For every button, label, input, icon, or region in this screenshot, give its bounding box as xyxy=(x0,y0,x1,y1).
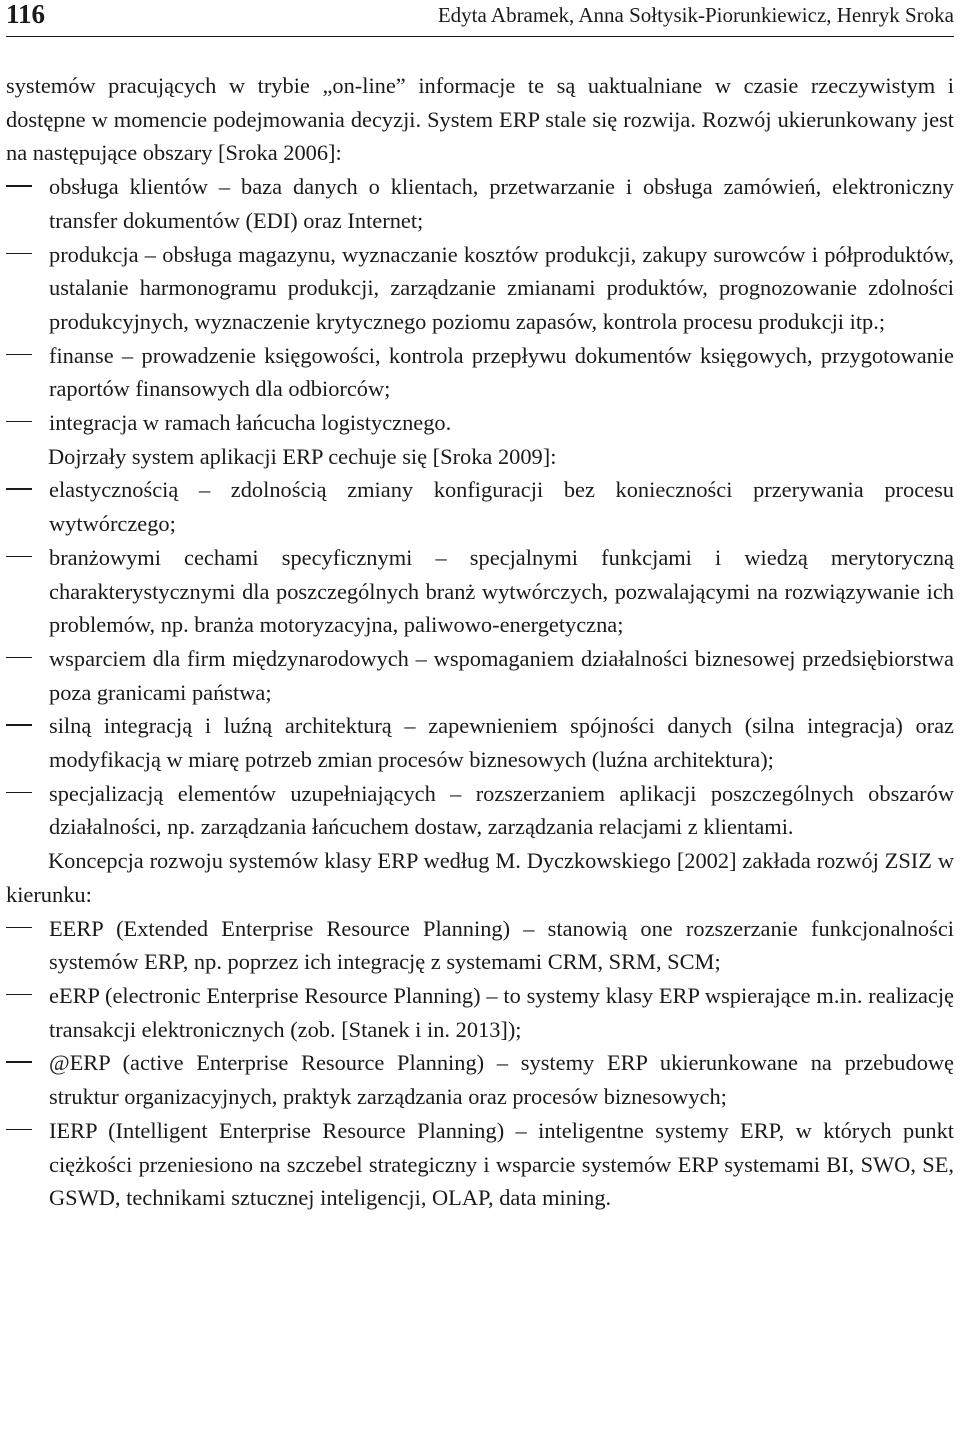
mature-system-features-list xyxy=(6,473,954,844)
running-head-authors: Edyta Abramek, Anna Sołtysik-Piorunkiewicz, Henryk Sroka xyxy=(437,3,954,27)
list-item xyxy=(6,339,954,406)
list-item xyxy=(6,912,954,979)
list-item xyxy=(6,541,954,642)
list-item-text: specjalizacją elementów uzupełniających – rozszerzaniem aplikacji poszczególnych obszarów działalności, np. zarządzania łańcuchem dostaw, zarządzania relacjami z klientami. xyxy=(49,780,954,840)
page-number: 116 xyxy=(6,0,46,29)
list-item xyxy=(6,642,954,709)
page-body xyxy=(6,69,954,1215)
dash-bullet xyxy=(6,1061,32,1062)
erp-directions-list xyxy=(6,912,954,1215)
dash-bullet xyxy=(6,994,32,995)
list-item-text: produkcja – obsługa magazynu, wyznaczanie kosztów produkcji, zakupy surowców i półproduktów, ustalanie harmonogramu produkcji, zarządzanie zmianami produktów, prognozowanie zdolności produkcyjnych, wyznaczenie krytycznego poziomu zapasów, kontrola procesu produkcji itp.; xyxy=(49,241,954,334)
list-item-text: eERP (electronic Enterprise Resource Planning) – to systemy klasy ERP wspierające m.in. realizację transakcji elektronicznych (zob. [Stanek i in. 2013]); xyxy=(49,982,954,1042)
dash-bullet xyxy=(6,724,32,725)
list-item xyxy=(6,1114,954,1215)
dash-bullet xyxy=(6,792,32,793)
dash-bullet xyxy=(6,1129,32,1130)
dash-bullet xyxy=(6,927,32,928)
dash-bullet xyxy=(6,354,32,355)
list-item-text: @ERP (active Enterprise Resource Planning) – systemy ERP ukierunkowane na przebudowę struktur organizacyjnych, praktyk zarządzania oraz procesów biznesowych; xyxy=(49,1050,954,1110)
dash-bullet xyxy=(6,657,32,658)
dash-bullet xyxy=(6,185,32,186)
list-item xyxy=(6,777,954,844)
list-item xyxy=(6,1046,954,1113)
list-item xyxy=(6,406,954,440)
intro-paragraph: systemów pracujących w trybie „on-line” informacje te są uaktualniane w czasie rzeczywistym i dostępne w momencie podejmowania decyzji. System ERP stale się rozwija. Rozwój ukierunkowany jest na następujące obszary [Sroka 2006]: xyxy=(6,73,954,166)
list-item xyxy=(6,473,954,540)
list-item-text: integracja w ramach łańcucha logistycznego. xyxy=(49,410,452,436)
list-item-text: silną integracją i luźną architekturą – zapewnieniem spójności danych (silna integracja) oraz modyfikacją w miarę potrzeb zmian procesów biznesowych (luźna architektura); xyxy=(49,713,954,773)
dash-bullet xyxy=(6,421,32,422)
list-item-text: finanse – prowadzenie księgowości, kontrola przepływu dokumentów księgowych, przygotowanie raportów finansowych dla odbiorców; xyxy=(49,342,954,402)
development-areas-list xyxy=(6,170,954,440)
list-item-text: wsparciem dla firm międzynarodowych – wspomaganiem działalności biznesowej przedsiębiorstwa poza granicami państwa; xyxy=(49,645,954,705)
concept-paragraph: Koncepcja rozwoju systemów klasy ERP według M. Dyczkowskiego [2002] zakłada rozwój ZSIZ w kierunku: xyxy=(6,848,954,907)
list-item-text: obsługa klientów – baza danych o klientach, przetwarzanie i obsługa zamówień, elektroniczny transfer dokumentów (EDI) oraz Internet; xyxy=(49,174,954,233)
dash-bullet xyxy=(6,556,32,557)
list-item xyxy=(6,238,954,339)
list-item-text: branżowymi cechami specyficznymi – specjalnymi funkcjami i wiedzą merytoryczną charakterystycznymi dla poszczególnych branż wytwórczych, pozwalającymi na rozwiązywanie ich problemów, np. branża motoryzacyjna, paliwowo-energetyczna; xyxy=(49,544,954,638)
list-item xyxy=(6,709,954,776)
dash-bullet xyxy=(6,488,32,489)
list-item-text: EERP (Extended Enterprise Resource Planning) – stanowią one rozszerzanie funkcjonalności systemów ERP, np. poprzez ich integrację z systemami CRM, SRM, SCM; xyxy=(49,915,954,975)
mature-system-paragraph: Dojrzały system aplikacji ERP cechuje się [Sroka 2009]: xyxy=(48,443,557,469)
list-item-text: elastycznością – zdolnością zmiany konfiguracji bez konieczności przerywania procesu wytwórczego; xyxy=(49,477,954,537)
dash-bullet xyxy=(6,253,32,254)
list-item-text: IERP (Intelligent Enterprise Resource Planning) – inteligentne systemy ERP, w których punkt ciężkości przeniesiono na szczebel strategiczny i wsparcie systemów ERP systemami BI, SWO, SE, GSWD, technikami sztucznej inteligencji, OLAP, data mining. xyxy=(49,1117,954,1211)
page-header xyxy=(6,0,954,37)
list-item xyxy=(6,170,954,237)
list-item xyxy=(6,979,954,1046)
